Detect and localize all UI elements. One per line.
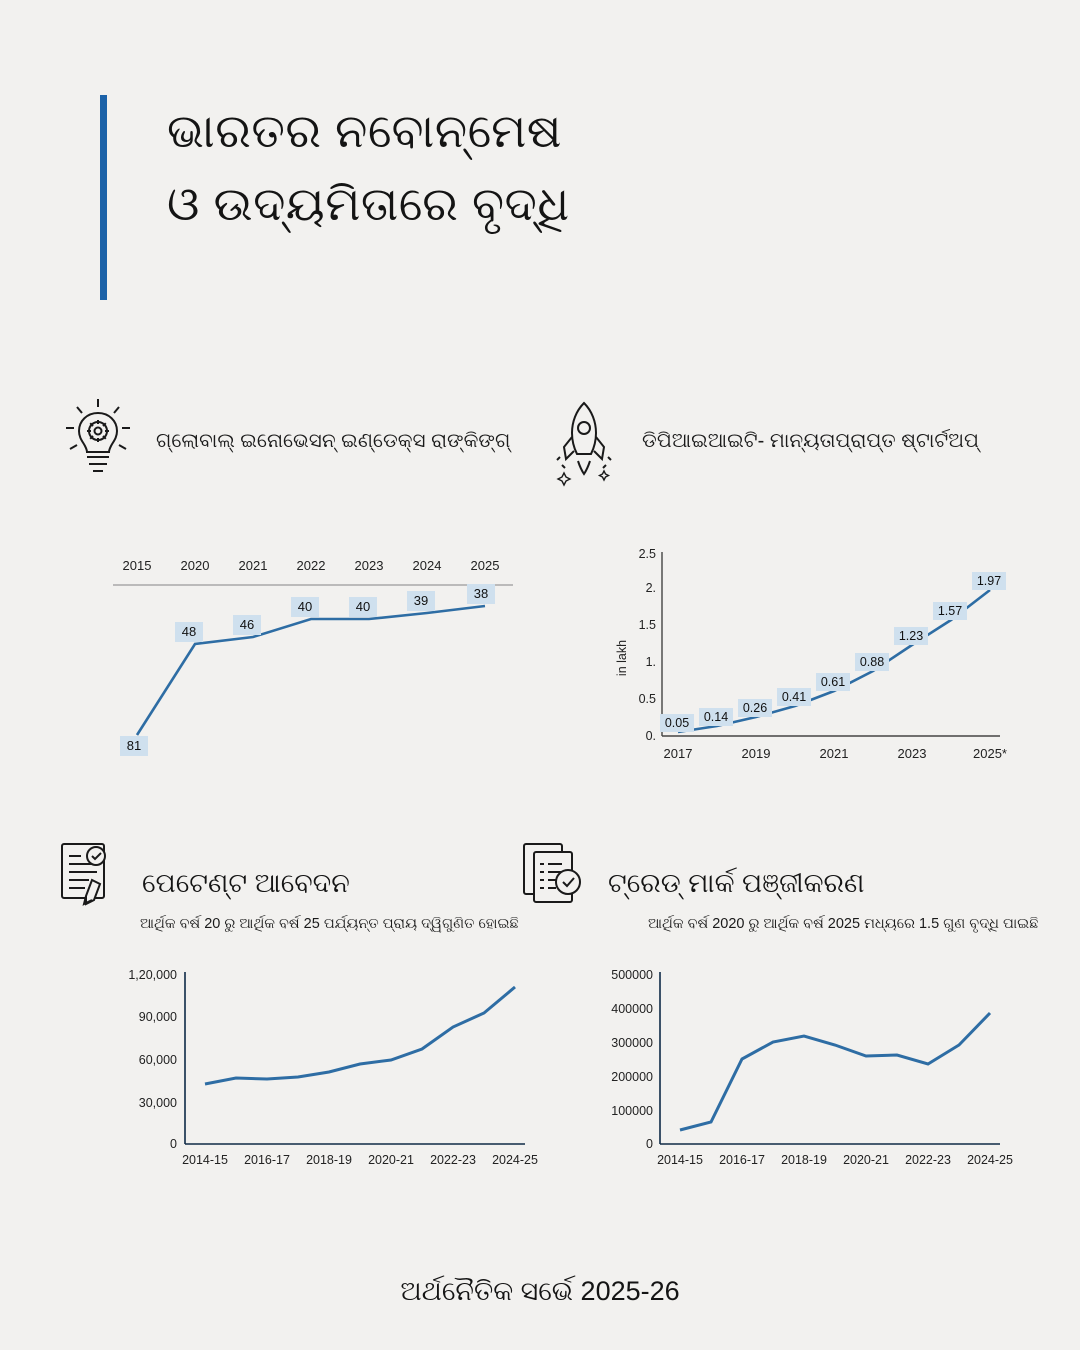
gii-xtick-2024: 2024: [412, 558, 442, 573]
patent-document-icon: [52, 838, 124, 930]
svg-text:38: 38: [473, 586, 489, 601]
trademark-xtick-2018-19: 2018-19: [781, 1153, 827, 1167]
trademark-ytick-500000: 500000: [611, 968, 653, 982]
svg-text:1.23: 1.23: [898, 629, 924, 643]
svg-text:1.97: 1.97: [976, 574, 1002, 588]
patents-ytick-120000: 1,20,000: [128, 968, 177, 982]
startups-xtick-2019: 2019: [741, 746, 771, 761]
patents-ytick-60000: 60,000: [138, 1053, 177, 1067]
title-line-2: ଓ ଉଦ୍ୟମିତାରେ ବୃଦ୍ଧି: [167, 176, 570, 230]
trademark-registrations-chart: [575, 962, 1025, 1192]
trademark-ytick-400000: 400000: [611, 1002, 653, 1016]
startups-label-2020: [777, 688, 811, 706]
svg-text:0.26: 0.26: [742, 701, 768, 715]
title-line-1: ଭାରତର ନବୋନ୍ମେଷ: [167, 104, 562, 157]
svg-text:48: 48: [181, 624, 197, 639]
startups-label-2021: [816, 673, 850, 691]
startups-y-axis-label: in lakh: [615, 639, 629, 677]
svg-text:0.61: 0.61: [820, 675, 846, 689]
gii-point-label-2024: [407, 591, 435, 611]
gii-point-label-2022: [291, 597, 319, 617]
title-accent-bar: [100, 95, 107, 300]
patents-xtick-2016-17: 2016-17: [244, 1153, 290, 1167]
startups-section-label: ଡିପିଆଇଆଇଟି- ମାନ୍ୟତାପ୍ରାପ୍ତ ଷ୍ଟାର୍ଟଅପ୍: [642, 429, 979, 452]
patent-applications-chart: [95, 962, 545, 1192]
lightbulb-gear-icon: [62, 395, 134, 487]
checklist-document-icon: [518, 838, 590, 930]
gii-point-label-2021: [233, 615, 261, 635]
startups-section-header: [548, 395, 979, 487]
patents-ytick-90000: 90,000: [138, 1010, 177, 1024]
startups-label-2017: [660, 714, 694, 732]
gii-point-label-2020: [175, 622, 203, 642]
trademark-note: ଆର୍ଥିକ ବର୍ଷ 2020 ରୁ ଆର୍ଥିକ ବର୍ଷ 2025 ମଧ୍ୟରେ 1.5 ଗୁଣ ବୃଦ୍ଧି ପାଇଛି: [648, 916, 1039, 932]
startups-label-2024: [933, 602, 967, 620]
page-title: [100, 95, 570, 300]
svg-text:0.14: 0.14: [703, 710, 729, 724]
trademark-xtick-2020-21: 2020-21: [843, 1153, 889, 1167]
patents-xtick-2014-15: 2014-15: [182, 1153, 228, 1167]
patents-xtick-2022-23: 2022-23: [430, 1153, 476, 1167]
startups-ytick-2.5: 2.5: [638, 547, 656, 561]
gii-section-header: [62, 395, 510, 487]
trademark-title: ଟ୍ରେଡ୍ ମାର୍କ ପଞ୍ଜୀକରଣ: [608, 868, 865, 898]
trademark-ytick-200000: 200000: [611, 1070, 653, 1084]
gii-xtick-2020: 2020: [180, 558, 210, 573]
patents-ytick-0: 0: [170, 1137, 177, 1151]
trademark-xtick-2016-17: 2016-17: [719, 1153, 765, 1167]
patents-series-line: [205, 987, 515, 1084]
svg-text:81: 81: [126, 738, 142, 753]
patents-xtick-2020-21: 2020-21: [368, 1153, 414, 1167]
gii-point-label-2025: [467, 584, 495, 604]
dpiit-startups-chart: [600, 540, 1020, 790]
startups-xtick-2017: 2017: [663, 746, 693, 761]
trademark-ytick-300000: 300000: [611, 1036, 653, 1050]
patents-note: ଆର୍ଥିକ ବର୍ଷ 20 ରୁ ଆର୍ଥିକ ବର୍ଷ 25 ପର୍ଯ୍ୟନ୍ତ ପ୍ରାୟ ଦ୍ୱିଗୁଣିତ ହୋଇଛି: [140, 916, 519, 932]
rocket-icon: [548, 395, 620, 487]
startups-ytick-0.5: 0.5: [638, 692, 656, 706]
footer-source: ଅର୍ଥନୈତିକ ସର୍ଭେ 2025-26: [400, 1276, 680, 1306]
trademark-xtick-2024-25: 2024-25: [967, 1153, 1013, 1167]
patents-ytick-30000: 30,000: [138, 1096, 177, 1110]
startups-ytick-2: 2.: [645, 581, 656, 595]
gii-xtick-2015: 2015: [122, 558, 152, 573]
trademark-xtick-2022-23: 2022-23: [905, 1153, 951, 1167]
startups-xtick-2025: 2025*: [973, 746, 1007, 761]
gii-xtick-2023: 2023: [354, 558, 384, 573]
svg-text:0.41: 0.41: [781, 690, 807, 704]
startups-xtick-2021: 2021: [819, 746, 849, 761]
startups-ytick-1.5: 1.5: [638, 618, 656, 632]
gii-xtick-2022: 2022: [296, 558, 326, 573]
svg-text:1.57: 1.57: [937, 604, 963, 618]
svg-text:40: 40: [297, 599, 313, 614]
startups-ytick-1: 1.: [645, 655, 656, 669]
svg-text:0.88: 0.88: [859, 655, 885, 669]
gii-section-label: ଗ୍ଲୋବାଲ୍ ଇନୋଭେସନ୍ ଇଣ୍ଡେକ୍ସ ରାଙ୍କିଙ୍ଗ୍: [156, 429, 511, 452]
startups-ytick-0: 0.: [645, 729, 656, 743]
trademark-ytick-100000: 100000: [611, 1104, 653, 1118]
svg-text:46: 46: [239, 617, 255, 632]
gii-point-label-2023: [349, 597, 377, 617]
startups-label-2018: [699, 708, 733, 726]
patents-xtick-2018-19: 2018-19: [306, 1153, 352, 1167]
trademark-ytick-0: 0: [646, 1137, 653, 1151]
startups-label-2025: [972, 572, 1006, 590]
gii-point-label-2015: [120, 736, 148, 756]
patents-xtick-2024-25: 2024-25: [492, 1153, 538, 1167]
svg-text:39: 39: [413, 593, 429, 608]
gii-rank-chart: [95, 548, 535, 778]
startups-label-2023: [894, 627, 928, 645]
section-header-row: [0, 395, 1080, 505]
startups-xtick-2023: 2023: [897, 746, 927, 761]
trademark-xtick-2014-15: 2014-15: [657, 1153, 703, 1167]
svg-text:0.05: 0.05: [664, 716, 690, 730]
gii-xtick-2021: 2021: [238, 558, 268, 573]
gii-xtick-2025: 2025: [470, 558, 500, 573]
startups-label-2019: [738, 699, 772, 717]
patents-title: ପେଟେଣ୍ଟ ଆବେଦନ: [142, 868, 350, 898]
trademark-series-line: [680, 1013, 990, 1130]
startups-label-2022: [855, 653, 889, 671]
svg-text:40: 40: [355, 599, 371, 614]
